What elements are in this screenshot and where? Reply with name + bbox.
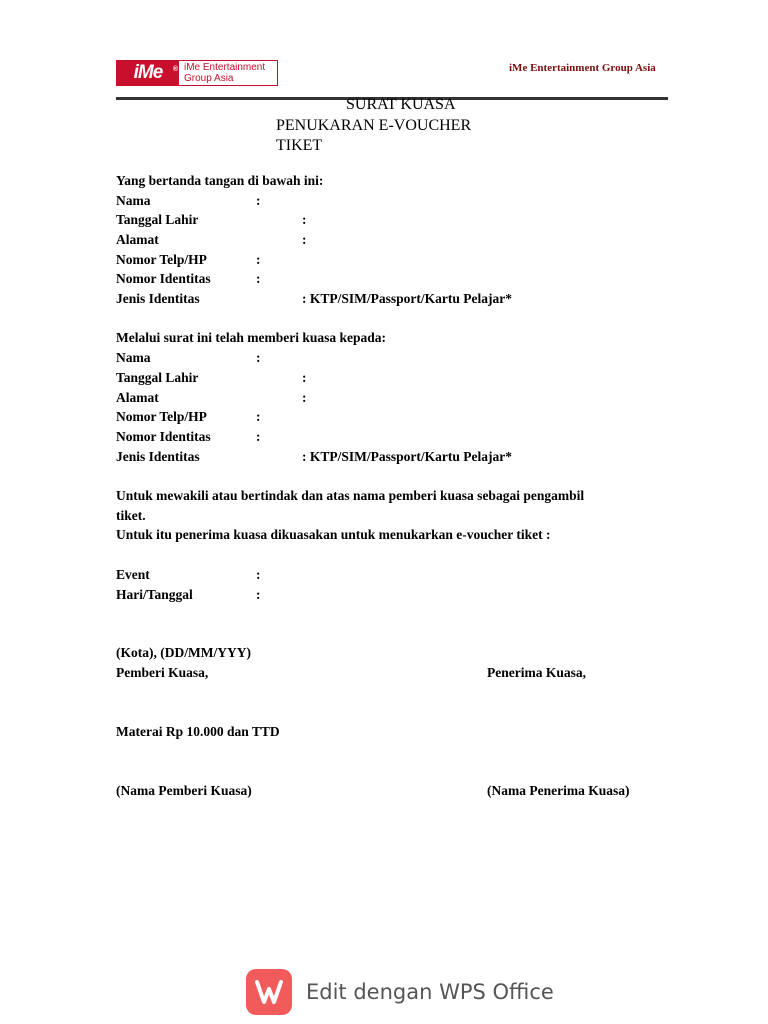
- giver-intro: Yang bertanda tangan di bawah ini:: [116, 173, 324, 188]
- receiver-nama-colon: :: [256, 350, 261, 365]
- event-date-colon: :: [256, 587, 261, 602]
- logo-reg-mark: ®: [172, 66, 177, 73]
- giver-jenis-label: Jenis Identitas: [116, 291, 200, 306]
- statement-line-3: Untuk itu penerima kuasa dikuasakan untuk menukarkan e-voucher tiket :: [116, 527, 551, 542]
- event-date-label: Hari/Tanggal: [116, 587, 193, 602]
- event-label: Event: [116, 567, 150, 582]
- receiver-alamat-label: Alamat: [116, 390, 159, 405]
- receiver-name-placeholder: (Nama Penerima Kuasa): [487, 783, 630, 798]
- wps-edit-button[interactable]: [246, 968, 554, 1016]
- title-line-2: PENUKARAN E-VOUCHER: [276, 117, 472, 134]
- title-line-3: TIKET: [276, 137, 323, 154]
- materai-note: Materai Rp 10.000 dan TTD: [116, 724, 280, 739]
- logo-line2: Group Asia: [184, 73, 234, 84]
- receiver-intro: Melalui surat ini telah memberi kuasa kepada:: [116, 330, 387, 345]
- wps-logo-icon: [246, 969, 292, 1015]
- logo-mark-text: iMe: [133, 62, 163, 83]
- receiver-signature-label: Penerima Kuasa,: [487, 665, 586, 680]
- giver-telp-colon: :: [256, 252, 261, 267]
- giver-nama-label: Nama: [116, 193, 151, 208]
- receiver-identitas-colon: :: [256, 429, 261, 444]
- receiver-tanggal-lahir-label: Tanggal Lahir: [116, 370, 199, 385]
- event-colon: :: [256, 567, 261, 582]
- receiver-nama-label: Nama: [116, 350, 151, 365]
- statement-line-2: tiket.: [116, 508, 146, 523]
- giver-tanggal-lahir-label: Tanggal Lahir: [116, 212, 199, 227]
- logo-line1: iMe Entertainment: [184, 62, 266, 73]
- logo-mark: [117, 61, 179, 85]
- logo-text: [179, 62, 265, 84]
- header-company-name: iMe Entertainment Group Asia: [509, 62, 656, 74]
- giver-name-placeholder: (Nama Pemberi Kuasa): [116, 783, 252, 798]
- company-logo: [116, 60, 278, 86]
- giver-alamat-colon: :: [302, 232, 307, 247]
- receiver-telp-colon: :: [256, 409, 261, 424]
- place-date: (Kota), (DD/MM/YYY): [116, 645, 251, 660]
- statement-line-1: Untuk mewakili atau bertindak dan atas nama pemberi kuasa sebagai pengambil: [116, 488, 585, 503]
- giver-jenis-value: : KTP/SIM/Passport/Kartu Pelajar*: [302, 291, 512, 306]
- receiver-jenis-value: : KTP/SIM/Passport/Kartu Pelajar*: [302, 449, 512, 464]
- giver-tanggal-lahir-colon: :: [302, 212, 307, 227]
- receiver-tanggal-lahir-colon: :: [302, 370, 307, 385]
- receiver-alamat-colon: :: [302, 390, 307, 405]
- giver-identitas-colon: :: [256, 271, 261, 286]
- receiver-jenis-label: Jenis Identitas: [116, 449, 200, 464]
- giver-nama-colon: :: [256, 193, 261, 208]
- wps-edit-label: Edit dengan WPS Office: [306, 980, 554, 1004]
- giver-signature-label: Pemberi Kuasa,: [116, 665, 209, 680]
- title-line-1: SURAT KUASA: [346, 96, 456, 113]
- receiver-telp-label: Nomor Telp/HP: [116, 409, 207, 424]
- giver-identitas-label: Nomor Identitas: [116, 271, 211, 286]
- giver-alamat-label: Alamat: [116, 232, 159, 247]
- receiver-identitas-label: Nomor Identitas: [116, 429, 211, 444]
- giver-telp-label: Nomor Telp/HP: [116, 252, 207, 267]
